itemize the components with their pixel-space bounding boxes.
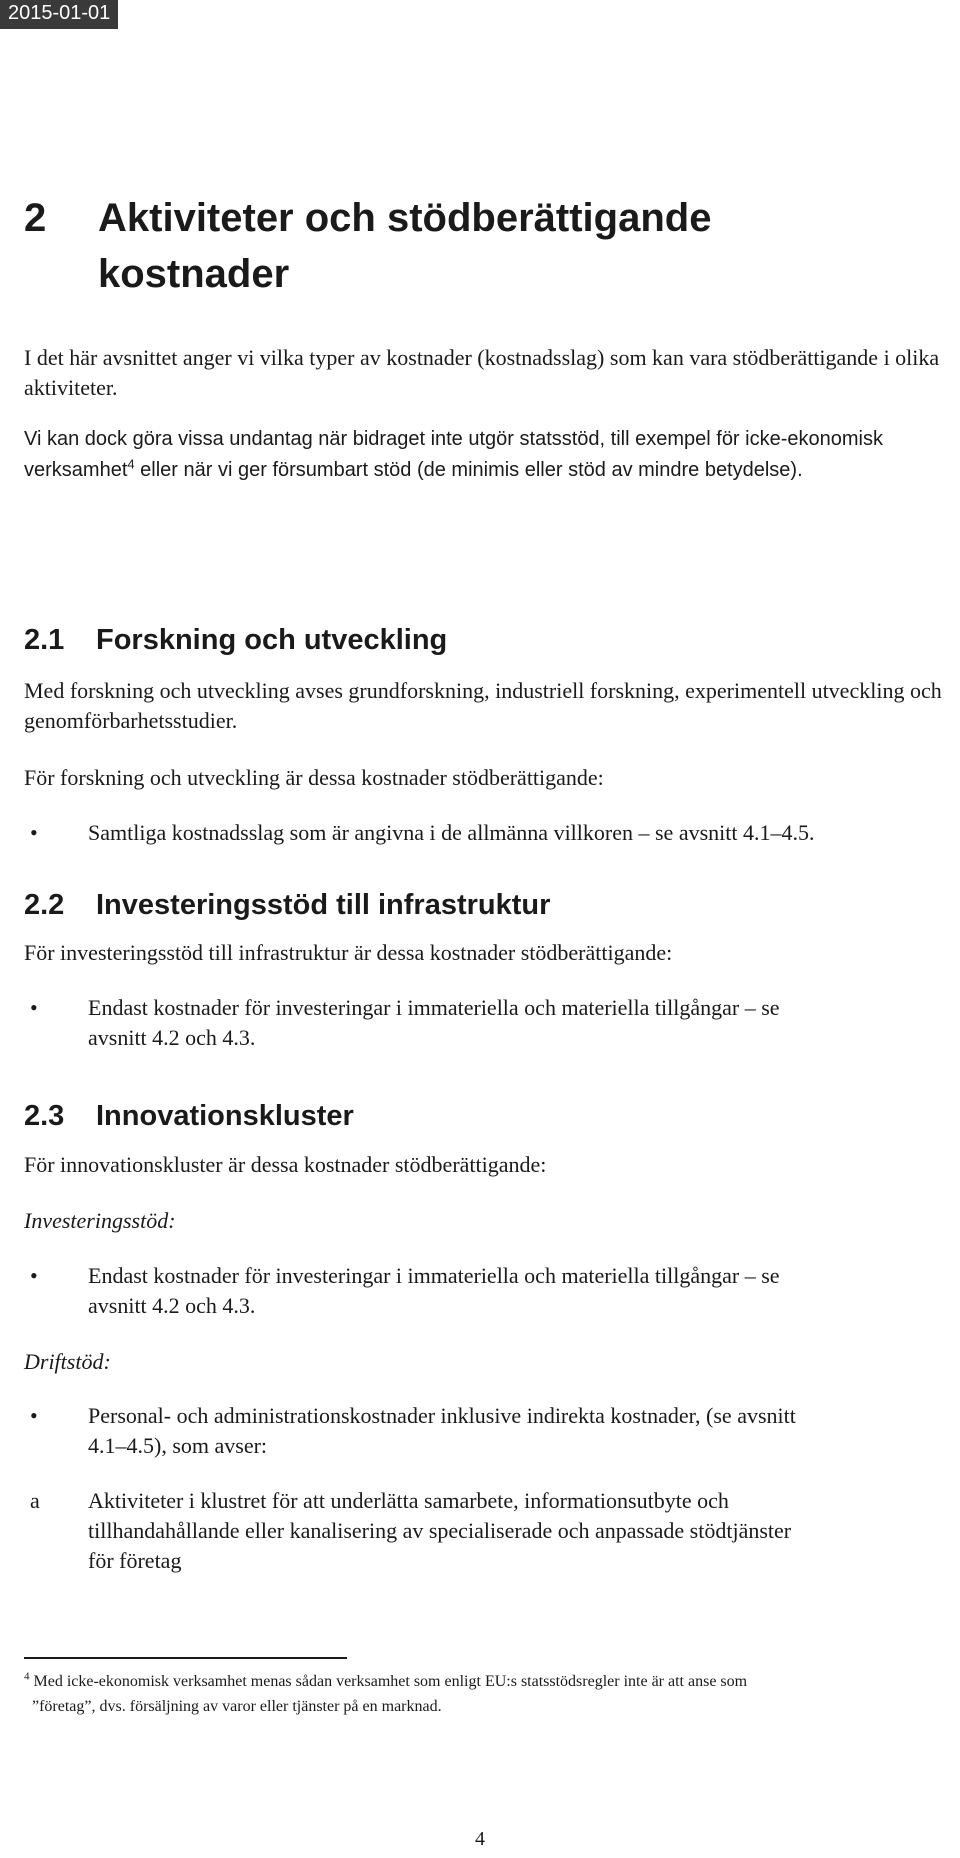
intro-p2-text-after: eller när vi ger försumbart stöd (de minimis eller stöd av mindre betydelse).	[134, 459, 803, 481]
list-item-line: 4.1–4.5), som avser:	[88, 1433, 268, 1458]
chapter-title-line2: kostnader	[98, 252, 290, 296]
footnote-number: 4	[24, 1670, 30, 1683]
investment-aid-label: Investeringsstöd:	[24, 1208, 176, 1233]
section-2-1-heading	[24, 623, 447, 657]
bullet-marker: •	[30, 1263, 38, 1288]
section-2-3-heading	[24, 1099, 354, 1133]
footnote-line: Med icke-ekonomisk verksamhet menas sådan verksamhet som enligt EU:s statsstödsregler inte är att anse som	[29, 1673, 748, 1690]
list-item-line: för företag	[88, 1548, 182, 1573]
page-number: 4	[475, 1828, 485, 1850]
bullet-marker: •	[30, 1403, 38, 1428]
list-item-line: Personal- och administrationskostnader inklusive indirekta kostnader, (se avsnitt	[88, 1403, 796, 1428]
list-item-line: avsnitt 4.2 och 4.3.	[88, 1293, 256, 1318]
list-item-text	[88, 1261, 954, 1321]
section-2-2-heading	[24, 888, 550, 922]
section-title: Forskning och utveckling	[96, 624, 448, 656]
list-item-line: avsnitt 4.2 och 4.3.	[88, 1025, 256, 1050]
footnote	[24, 1669, 954, 1719]
list-item-line: Endast kostnader för investeringar i immateriella och materiella tillgångar – se	[88, 1263, 780, 1288]
list-item-line: Aktiviteter i klustret för att underlätta samarbete, informationsutbyte och	[88, 1488, 729, 1513]
footnote-ref[interactable]: 4	[127, 456, 135, 472]
list-item-line: Endast kostnader för investeringar i immateriella och materiella tillgångar – se	[88, 995, 780, 1020]
s21-paragraph-1: Med forskning och utveckling avses grundforskning, industriell forskning, experimentell utveckling och genomförbarhetsstudier.	[24, 678, 942, 733]
s21-paragraph-2: För forskning och utveckling är dessa kostnader stödberättigande:	[24, 765, 604, 790]
page-date-header: 2015-01-01	[0, 0, 118, 29]
list-item-line: tillhandahållande eller kanalisering av specialiserade och anpassade stödtjänster	[88, 1518, 792, 1543]
list-item	[24, 993, 954, 1053]
chapter-number: 2	[24, 196, 47, 240]
section-number: 2.2	[24, 889, 65, 921]
section-number: 2.1	[24, 624, 65, 656]
bullet-marker: •	[30, 820, 38, 845]
bullet-marker: •	[30, 995, 38, 1020]
list-item	[24, 1261, 954, 1321]
list-item-text: Samtliga kostnadsslag som är angivna i de allmänna villkoren – se avsnitt 4.1–4.5.	[88, 820, 815, 845]
footnote-divider	[24, 1657, 347, 1659]
section-title: Investeringsstöd till infrastruktur	[96, 889, 551, 921]
chapter-heading	[24, 190, 711, 302]
chapter-title	[98, 190, 711, 302]
list-item	[24, 1401, 954, 1461]
intro-p2-text: Vi kan dock göra vissa undantag när bidraget inte utgör statsstöd, till exempel för icke-ekonomisk verksamhet	[24, 428, 883, 481]
footnote-line: ”företag”, dvs. försäljning av varor eller tjänster på en marknad.	[32, 1698, 442, 1715]
intro-paragraph-2	[24, 424, 949, 486]
list-item	[24, 818, 954, 848]
s23-paragraph-1: För innovationskluster är dessa kostnader stödberättigande:	[24, 1152, 547, 1177]
section-number: 2.3	[24, 1100, 65, 1132]
list-item-text	[88, 993, 954, 1053]
sub-list-item	[24, 1486, 954, 1576]
operating-aid-label: Driftstöd:	[24, 1349, 111, 1374]
s22-paragraph-1: För investeringsstöd till infrastruktur är dessa kostnader stödberättigande:	[24, 940, 673, 965]
sub-list-marker: a	[30, 1488, 40, 1513]
sub-list-item-text	[88, 1486, 954, 1576]
section-title: Innovationskluster	[96, 1100, 354, 1132]
list-item-text	[88, 1401, 954, 1461]
chapter-title-line1: Aktiviteter och stödberättigande	[98, 196, 712, 240]
intro-paragraph-1: I det här avsnittet anger vi vilka typer av kostnader (kostnadsslag) som kan vara stödberättigande i olika aktiviteter.	[24, 345, 940, 400]
